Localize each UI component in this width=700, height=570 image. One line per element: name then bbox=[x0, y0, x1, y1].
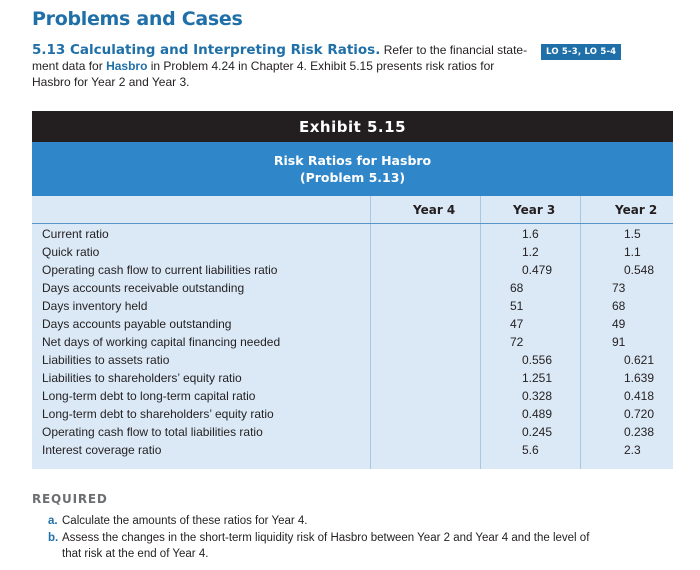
column-header-year3: Year 3 bbox=[513, 203, 556, 217]
cell-year2: 91 bbox=[612, 335, 626, 349]
required-item-text: Calculate the amounts of these ratios for Year 4. bbox=[62, 515, 308, 527]
row-label: Operating cash flow to current liabilities ratio bbox=[42, 263, 278, 277]
table-header-row bbox=[32, 196, 673, 224]
row-label: Interest coverage ratio bbox=[42, 443, 162, 457]
cell-year3: 1.2 bbox=[522, 245, 539, 259]
table-row bbox=[32, 261, 673, 279]
table-row bbox=[32, 441, 673, 459]
required-section bbox=[32, 491, 592, 563]
required-item-mark: a. bbox=[48, 515, 58, 527]
cell-year2: 73 bbox=[612, 281, 626, 295]
cell-year2: 49 bbox=[612, 317, 626, 331]
company-name: Hasbro bbox=[106, 59, 148, 73]
required-item bbox=[32, 530, 592, 562]
cell-year3: 72 bbox=[510, 335, 524, 349]
required-item-mark: b. bbox=[48, 532, 59, 544]
table-row bbox=[32, 405, 673, 423]
cell-year3: 0.328 bbox=[522, 389, 553, 403]
row-label: Liabilities to assets ratio bbox=[42, 353, 170, 367]
problem-text-part2: in Problem 4.24 in Chapter 4. Exhibit 5.15 presents risk ratios for Hasbro for Year 2 and Year 3. bbox=[32, 59, 495, 89]
table-row bbox=[32, 333, 673, 351]
cell-year2: 68 bbox=[612, 299, 626, 313]
cell-year3: 0.479 bbox=[522, 263, 553, 277]
cell-year3: 51 bbox=[510, 299, 524, 313]
table-row bbox=[32, 387, 673, 405]
cell-year2: 1.1 bbox=[624, 245, 641, 259]
exhibit-label: Exhibit 5.15 bbox=[32, 111, 673, 142]
table-row bbox=[32, 279, 673, 297]
cell-year2: 2.3 bbox=[624, 443, 641, 457]
exhibit-title bbox=[32, 142, 673, 196]
row-label: Quick ratio bbox=[42, 245, 100, 259]
table-row bbox=[32, 423, 673, 441]
row-label: Current ratio bbox=[42, 227, 109, 241]
problem-text-part1: Refer to the financial state-ment data for bbox=[32, 43, 528, 73]
cell-year3: 1.6 bbox=[522, 227, 539, 241]
exhibit-title-line1: Risk Ratios for Hasbro bbox=[273, 153, 432, 168]
problem-heading: 5.13 Calculating and Interpreting Risk Ratios. bbox=[32, 42, 381, 58]
table-row bbox=[32, 297, 673, 315]
row-label: Days accounts receivable outstanding bbox=[42, 281, 245, 295]
exhibit-title-line2: (Problem 5.13) bbox=[299, 170, 406, 185]
cell-year3: 0.489 bbox=[522, 407, 553, 421]
column-header-year2: Year 2 bbox=[615, 203, 658, 217]
row-label: Operating cash flow to total liabilities ratio bbox=[42, 425, 263, 439]
cell-year2: 1.639 bbox=[624, 371, 655, 385]
table-row bbox=[32, 351, 673, 369]
table-row bbox=[32, 225, 673, 243]
cell-year3: 47 bbox=[510, 317, 524, 331]
required-item-text: Assess the changes in the short-term liquidity risk of Hasbro between Year 2 and Year 4 and the level of that risk at the end of Year 4. bbox=[62, 532, 590, 560]
row-label: Liabilities to shareholders’ equity ratio bbox=[42, 371, 242, 385]
table-row bbox=[32, 315, 673, 333]
row-label: Net days of working capital financing needed bbox=[42, 335, 281, 349]
row-label: Days inventory held bbox=[42, 299, 148, 313]
cell-year2: 0.720 bbox=[624, 407, 655, 421]
row-label: Days accounts payable outstanding bbox=[42, 317, 232, 331]
problem-statement bbox=[32, 42, 532, 90]
cell-year3: 1.251 bbox=[522, 371, 553, 385]
cell-year3: 0.245 bbox=[522, 425, 553, 439]
cell-year3: 5.6 bbox=[522, 443, 539, 457]
column-header-year4: Year 4 bbox=[413, 203, 456, 217]
cell-year2: 0.418 bbox=[624, 389, 655, 403]
row-label: Long-term debt to long-term capital ratio bbox=[42, 389, 256, 403]
table-row bbox=[32, 243, 673, 261]
cell-year3: 68 bbox=[510, 281, 524, 295]
exhibit-table bbox=[32, 111, 673, 469]
required-item bbox=[32, 513, 592, 529]
cell-year3: 0.556 bbox=[522, 353, 553, 367]
table-row bbox=[32, 369, 673, 387]
cell-year2: 1.5 bbox=[624, 227, 641, 241]
cell-year2: 0.621 bbox=[624, 353, 655, 367]
row-label: Long-term debt to shareholders’ equity ratio bbox=[42, 407, 274, 421]
cell-year2: 0.238 bbox=[624, 425, 655, 439]
learning-objective-badge: LO 5-3, LO 5-4 bbox=[541, 44, 621, 60]
required-heading: REQUIRED bbox=[32, 492, 108, 506]
section-title: Problems and Cases bbox=[32, 8, 243, 30]
cell-year2: 0.548 bbox=[624, 263, 655, 277]
